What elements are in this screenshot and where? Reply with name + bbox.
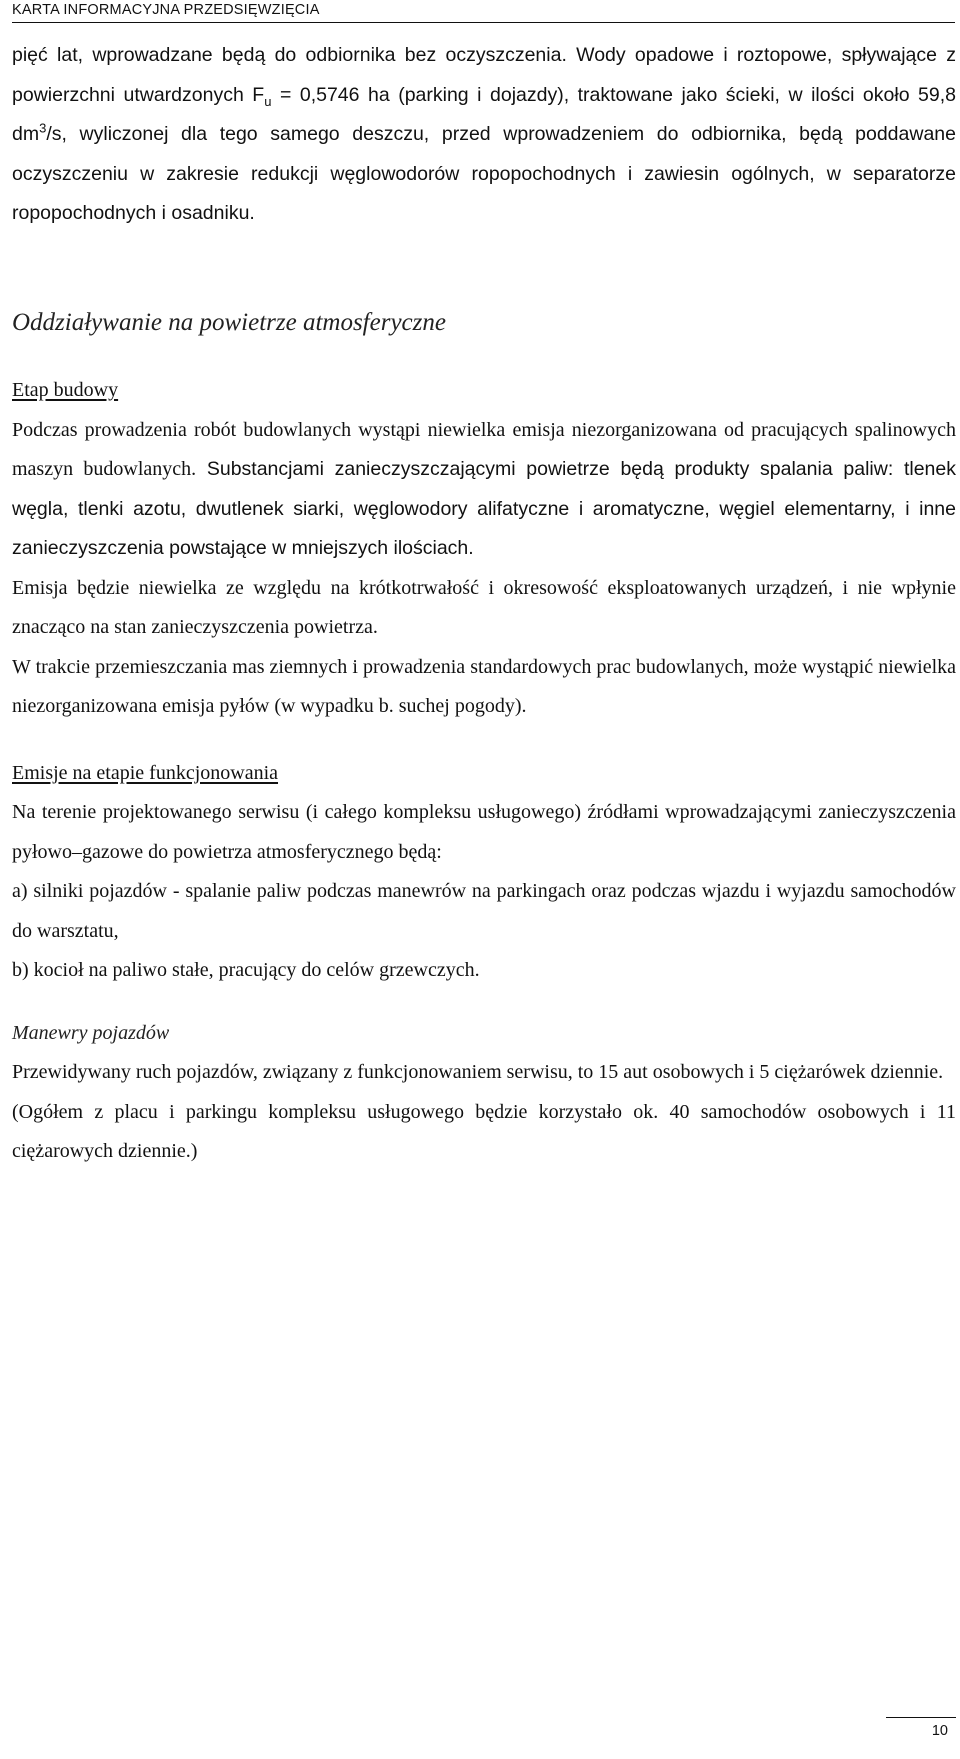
construction-paragraph-1: Podczas prowadzenia robót budowlanych wystąpi niewielka emisja niezorganizowana od pracujących spalinowych maszyn budowlanych. Substancjami zanieczyszczającymi powietrze będą produkty spalania paliw: tlenek węgla, tlenki azotu, dwutlenek siarki, węglowodory alifatyczne i aromatyczne, węgiel elementarny, i inne zanieczyszczenia powstające w mniejszych ilościach. bbox=[12, 418, 956, 559]
emissions-paragraph: Na terenie projektowanego serwisu (i całego kompleksu usługowego) źródłami wprowadzającymi zanieczyszczenia pyłowo–gazowe do powietrza atmosferycznego będą: bbox=[12, 801, 956, 863]
intro-paragraph: pięć lat, wprowadzane będą do odbiornika bez oczyszczenia. Wody opadowe i roztopowe, spływające z powierzchni utwardzonych $F_u = 0,5746$ ha (parking i dojazdy), traktowane jako ścieki, w ilości około 59,8 $dm^3/s$, wyliczonej dla tego samego deszczu, przed wprowadzeniem do odbiornika, będą poddawane oczyszczeniu w zakresie redukcji węglowodorów ropopochodnych i zawiesin ogólnych, w separatorze ropopochodnych i osadniku. bbox=[12, 44, 957, 224]
subheading-operation-emissions: Emisje na etapie funkcjonowania bbox=[12, 761, 279, 784]
construction-paragraph-2: Emisja będzie niewielka ze względu na krótkotrwałość i okresowość eksploatowanych urządzeń, i nie wpłynie znacząco na stan zanieczyszczenia powietrza. bbox=[12, 576, 956, 638]
construction-paragraph-3: W trakcie przemieszczania mas ziemnych i prowadzenia standardowych prac budowlanych, może wystąpić niewielka niezorganizowana emisja pyłów (w wypadku b. suchej pogody). bbox=[12, 655, 956, 717]
section-heading-air: Oddziaływanie na powietrze atmosferyczne bbox=[12, 308, 446, 336]
page-number: 10 bbox=[931, 1723, 948, 1739]
document-body bbox=[12, 36, 956, 1172]
vehicles-paragraph-1: Przewidywany ruch pojazdów, związany z funkcjonowaniem serwisu, to 15 aut osobowych i 5 ciężarówek dziennie. bbox=[12, 1061, 944, 1083]
vehicles-paragraph-2: (Ogółem z placu i parkingu kompleksu usługowego będzie korzystało ok. 40 samochodów osobowych i 11 ciężarowych dziennie.) bbox=[12, 1100, 956, 1162]
subheading-construction-stage: Etap budowy bbox=[12, 379, 119, 401]
subheading-vehicle-maneuvers: Manewry pojazdów bbox=[12, 1021, 170, 1044]
header-title: KARTA INFORMACYJNA PRZEDSIĘWZIĘCIA bbox=[12, 2, 320, 18]
emissions-list-item-a: a) silniki pojazdów - spalanie paliw podczas manewrów na parkingach oraz podczas wjazdu i wyjazdu samochodów do warsztatu, bbox=[12, 880, 956, 942]
footer-divider bbox=[886, 1717, 956, 1718]
running-header bbox=[12, 0, 955, 23]
emissions-list-item-b: b) kocioł na paliwo stałe, pracujący do celów grzewczych. bbox=[12, 959, 480, 981]
